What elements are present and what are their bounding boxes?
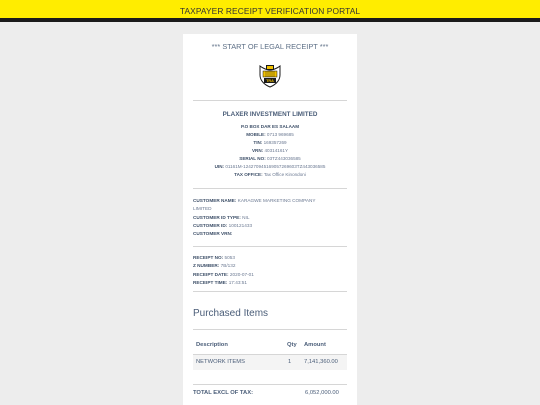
divider — [193, 188, 347, 189]
receipt-info — [193, 254, 347, 287]
item-amount: 7,141,360.00 — [304, 354, 347, 370]
col-description: Description — [193, 336, 287, 354]
receipt-date-line: RECEIPT DATE: 2020-07-01 — [193, 271, 254, 277]
company-address: P.O BOX DAR ES SALAAM — [240, 124, 300, 129]
portal-title: TAXPAYER RECEIPT VERIFICATION PORTAL — [179, 6, 361, 16]
serial-line: SERIAL NO: 03TZ443036585 — [239, 156, 301, 161]
receipt-no-line: RECEIPT NO: 5053 — [193, 255, 235, 260]
item-qty: 1 — [287, 354, 304, 370]
divider — [193, 329, 347, 330]
purchased-items-heading: Purchased Items — [193, 308, 269, 319]
z-number-line: Z NUMBER: 7B/132 — [193, 263, 236, 269]
items-table — [193, 336, 347, 370]
divider — [193, 246, 347, 247]
legal-receipt-heading: *** START OF LEGAL RECEIPT *** — [211, 42, 329, 51]
item-description: NETWORK ITEMS — [193, 354, 287, 370]
table-row — [193, 354, 347, 370]
vrn-line: VRN: 40314161Y — [251, 148, 289, 153]
customer-vrn-line: CUSTOMER VRN: — [193, 231, 233, 237]
receipt-time-line: RECEIPT TIME: 17:43:51 — [193, 279, 247, 285]
mobile-line: MOBILE: 0713 969685 — [246, 132, 294, 137]
tax-office-line: TAX OFFICE: Tax Office Kinondoni — [234, 172, 306, 177]
customer-id-type-line: CUSTOMER ID TYPE: NIL — [193, 214, 250, 220]
customer-id-line: CUSTOMER ID: 100121433 — [193, 222, 253, 228]
total-excl-label: TOTAL EXCL OF TAX: — [193, 390, 254, 396]
divider — [193, 384, 347, 385]
customer-name-cont: LIMITED — [193, 206, 212, 212]
customer-name-line: CUSTOMER NAME: KARAGWE MARKETING COMPANY — [193, 198, 316, 203]
receipt-card — [183, 34, 357, 405]
customer-details — [193, 197, 347, 238]
company-name: PLAXER INVESTMENT LIMITED — [222, 111, 318, 118]
items-header-row — [193, 336, 347, 354]
col-qty: Qty — [287, 336, 304, 354]
tra-logo-icon — [257, 62, 283, 88]
col-amount: Amount — [304, 336, 347, 354]
portal-header — [0, 0, 540, 22]
uin-line: UIN: 01161M-124270945169057269603TZ443036585 — [214, 164, 326, 169]
svg-text:TRA: TRA — [266, 79, 274, 84]
total-excl-row — [193, 390, 347, 402]
total-excl-value: 6,052,000.00 — [305, 390, 339, 396]
divider — [193, 291, 347, 292]
divider — [193, 100, 347, 101]
tin-line: TIN: 169357269 — [253, 140, 287, 145]
